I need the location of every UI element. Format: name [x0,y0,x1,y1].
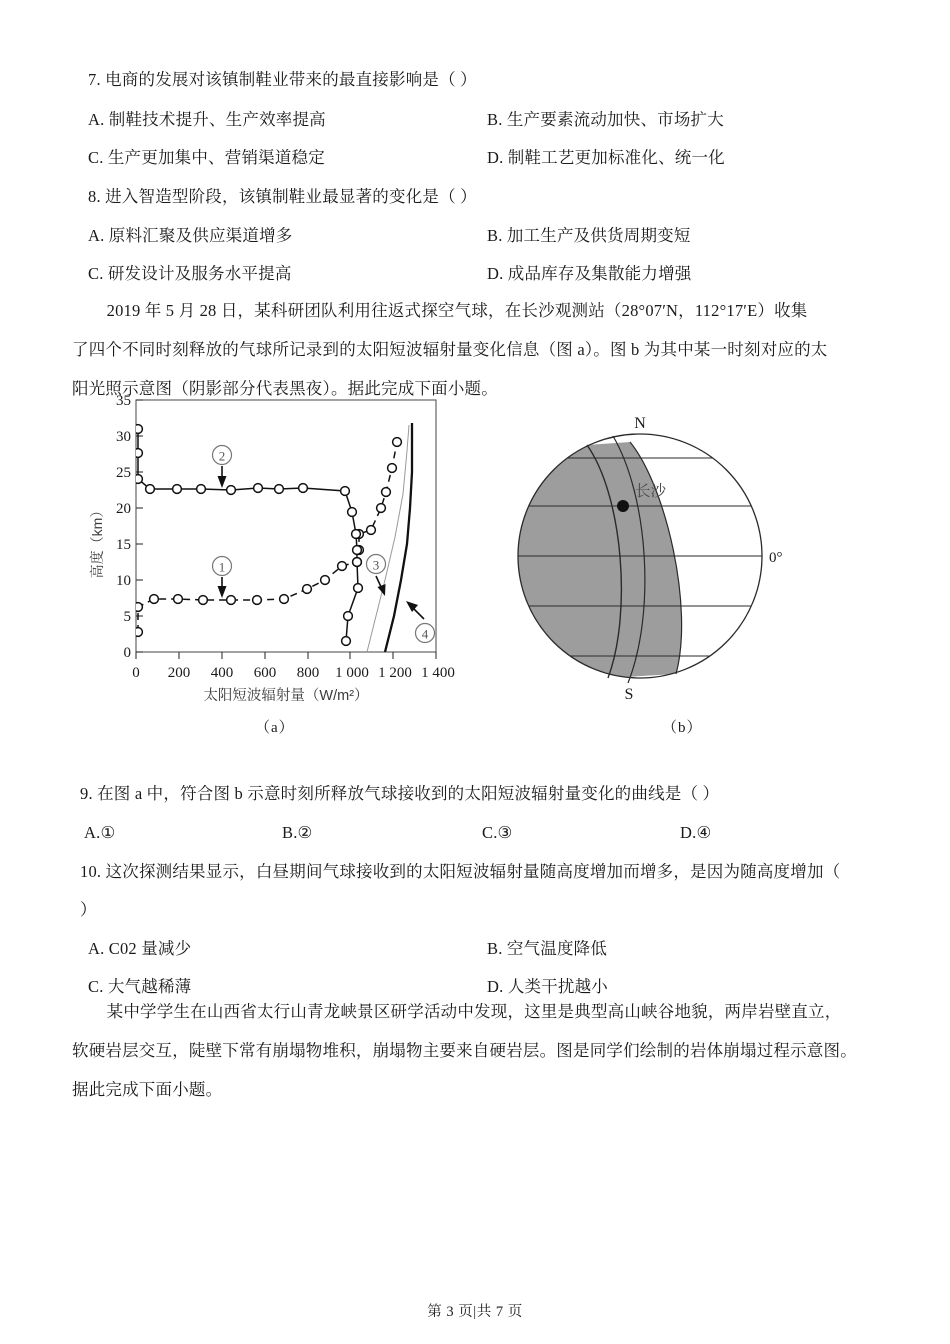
figure-a-chart [88,386,460,704]
figure-b-diagram [480,386,830,706]
svg-text:400: 400 [210,665,234,681]
question-9-option-d[interactable]: D.④ [680,823,712,842]
balloon-passage-line-1: 2019 年 5 月 28 日，某科研团队利用往返式探空气球，在长沙观测站（28°07′N，112°17′E）收集 [106,301,808,320]
question-7-option-b[interactable]: B. 生产要素流动加快、市场扩大 [487,110,724,129]
x-axis-tick-labels [132,665,455,681]
question-8-option-d[interactable]: D. 成品库存及集散能力增强 [487,264,692,283]
question-9-option-a[interactable]: A.① [84,823,116,842]
svg-text:30: 30 [116,429,131,445]
north-pole-label: N [634,415,646,432]
question-7-stem: 7. 电商的发展对该镇制鞋业带来的最直接影响是（ ） [88,70,477,89]
svg-text:20: 20 [116,501,131,517]
rockfall-passage-line-3: 据此完成下面小题。 [72,1079,223,1099]
question-9-stem: 9. 在图 a 中，符合图 b 示意时刻所释放气球接收到的太阳短波辐射量变化的曲线是（ ） [80,784,720,803]
x-axis-title: 太阳短波辐射量（W/m²） [203,688,369,704]
balloon-passage-line-3: 阳光照示意图（阴影部分代表黑夜）。据此完成下面小题。 [72,378,498,398]
x-axis-ticks [136,652,436,659]
rockfall-passage [72,993,890,1109]
rockfall-passage-line-1: 某中学学生在山西省太行山青龙峡景区研学活动中发现，这里是典型高山峡谷地貌，两岸岩壁直立， [106,1002,842,1021]
svg-text:1 200: 1 200 [378,665,412,681]
question-10-stem-line1: 10. 这次探测结果显示，白昼期间气球接收到的太阳短波辐射量随高度增加而增多，是因为随高度增加（ [80,862,841,881]
svg-text:200: 200 [167,665,191,681]
equator-label: 0° [769,550,783,566]
south-pole-label: S [624,686,634,703]
page-footer: 第 3 页|共 7 页 [427,1304,523,1320]
svg-text:2: 2 [218,448,226,464]
question-9-option-b[interactable]: B.② [282,823,313,842]
question-8-option-a[interactable]: A. 原料汇聚及供应渠道增多 [88,226,293,245]
sunlight-globe-diagram [480,386,830,706]
svg-text:0: 0 [132,665,140,681]
night-shading [518,442,682,678]
svg-text:1: 1 [218,559,226,575]
svg-text:25: 25 [116,465,131,481]
question-9-option-c[interactable]: C.③ [482,823,513,842]
svg-text:800: 800 [296,665,320,681]
figure-b-caption: （b） [662,720,703,736]
solar-radiation-line-chart [88,386,460,704]
question-8-stem: 8. 进入智造型阶段，该镇制鞋业最显著的变化是（ ） [88,187,477,206]
svg-text:1 000: 1 000 [335,665,369,681]
question-7-option-c[interactable]: C. 生产更加集中、营销渠道稳定 [88,148,325,167]
y-axis-title: 高度（km） [89,503,105,579]
question-10-option-b[interactable]: B. 空气温度降低 [487,939,608,958]
svg-text:5: 5 [123,609,131,625]
changsha-marker-dot [617,500,629,512]
svg-text:4: 4 [421,626,429,642]
figure-group [70,386,880,756]
question-8-option-b[interactable]: B. 加工生产及供货周期变短 [487,226,691,245]
question-10-option-a[interactable]: A. C02 量减少 [88,939,192,958]
figure-a-caption: （a） [255,720,295,736]
svg-text:10: 10 [116,573,131,589]
svg-text:15: 15 [116,537,131,553]
svg-text:0: 0 [123,645,131,661]
svg-text:600: 600 [253,665,277,681]
rockfall-passage-line-2: 软硬岩层交互，陡壁下常有崩塌物堆积，崩塌物主要来自硬岩层。图是同学们绘制的岩体崩塌过程示意图。 [72,1040,857,1060]
question-10-option-d[interactable]: D. 人类干扰越小 [487,977,608,996]
changsha-label: 长沙 [635,483,667,500]
plot-frame [136,400,436,652]
question-7-option-a[interactable]: A. 制鞋技术提升、生产效率提高 [88,110,326,129]
question-10-stem-line2: ） [80,900,97,919]
y-axis-tick-labels [116,393,131,661]
balloon-passage-line-2: 了四个不同时刻释放的气球所记录到的太阳短波辐射量变化信息（图 a）。图 b 为其中某一时刻对应的太 [72,339,828,359]
question-8-option-c[interactable]: C. 研发设计及服务水平提高 [88,264,292,283]
svg-text:35: 35 [116,393,131,409]
question-7-option-d[interactable]: D. 制鞋工艺更加标准化、统一化 [487,148,725,167]
svg-text:3: 3 [372,557,380,573]
svg-text:1 400: 1 400 [421,665,455,681]
question-10-option-c[interactable]: C. 大气越稀薄 [88,977,192,996]
